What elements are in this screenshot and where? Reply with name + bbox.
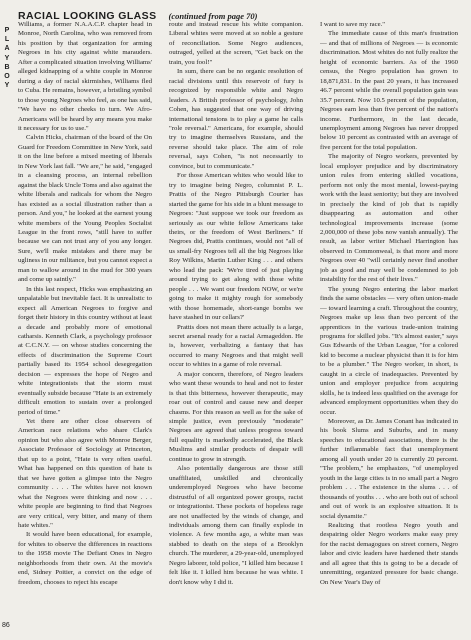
- article-column-1: [18, 20, 152, 632]
- paragraph: In this last respect, Hicks was emphasizing an unpalatable but inevitable fact. It is unrealistic to expect all American Negroes to forgive and forget their history in this country without at least a decade and probably more of emotional catharsis. Kenneth Clark, a psychology professor at C.C.N.Y. — on whose studies concerning the effects of discrimination the Supreme Court partially based its 1954 school desegregation decision — expresses the hope of Negro and white integrationists that the storm must eventually subside because "Hate is an extremely difficult emotion to sustain over a prolonged period of time.": [18, 285, 152, 416]
- paragraph: Calvin Hicks, chairman of the board of the On Guard for Freedom Committee in New York, said it on the line before a mixed meeting of liberals in New York last fall. "We are," he said, "engaged in a cleansing process, an internal rebellion against the black Uncle Toms and also against the white liberals and radicals for whom the Negro has existed as a social illustration rather than a person. And you," he looked at the earnest young white members of the Young Peoples Socialist League in the front rows, "still have to suffer because we can not trust any of you any longer. Sure, we'll make mistakes and there may be ugliness in our militance, but you cannot expect a man to wallow around in the mud for 300 years and come up saintly.": [18, 134, 152, 284]
- paragraph: For those American whites who would like to try to imagine being Negro, columnist P. L. Prattis of the Negro Pittsburgh Courier has started the game for his side in a blunt message to Negroes: "Just suppose we took our freedom as seriously as our white fellow Americans take theirs, or the freedom of West Berliners." If Negroes did, Prattis continues, would not "all of us small-fry Negroes tell all the big Negroes like Roy Wilkins, Martin Luther King . . . and others who lead the pack: 'We're tired of just playing around trying to get along with those white people . . . We want our freedom NOW, or we're going to make it mighty rough for somebody with those homemade, short-range bombs we have stashed in our cellars?': [169, 172, 303, 322]
- paragraph: Williams, a former N.A.A.C.P. chapter head in Monroe, North Carolina, who was removed from his position by that organization for arming Negroes in his city against white marauders. After a complicated situation involving Williams' alleged kidnapping of a white couple in Monroe during a day of racial skirmishes, Williams fled to Cuba. He remains, however, a bristling symbol to those young Negroes who feel, as one has said, "We have no other cheeks to turn. We Afro-Americans will be heard by any means you make it necessary for us to use.": [18, 21, 152, 132]
- paragraph: Yet there are other close observers of American race relations who share Clark's opinion but who also agree with Monroe Berger, Associate Professor of Sociology at Princeton, that up to a point, "Hate is very often useful. What has happened on this question of hate is that we have gotten a glimpse into the Negro community . . . . The whites have not known what the Negroes were thinking and now . . . white people are beginning to find that Negroes are very critical, very bitter, and many of them hate whites.": [18, 418, 152, 530]
- paragraph: It would have been educational, for example, for whites to observe the differences in reactions to the 1958 movie The Defiant Ones in Negro neighborhoods from their own. At the movie's end, Sidney Poitier, a convict on the edge of freedom, chooses to reject his escape: [18, 531, 152, 586]
- paragraph: The majority of Negro workers, prevented by local employer prejudice and by discriminatory union rules from entering skilled vocations, perform not only the most menial, lowest-paying work with the least seniority; but they are involved in precisely the kind of job that is rapidly disappearing as automation and other technological improvements increase (some 2,000,000 of these jobs now vanish annually). The result, as labor writer Michael Harrington has observed in Commonweal, is that more and more Negroes over 40 "will certainly never find another job as good and may well be condemned to job instability for the rest of their lives.": [320, 153, 458, 284]
- paragraph: route and instead rescue his white companion. Liberal whites were moved at so noble a gesture of reconciliation. Some Negro audiences, outraged, yelled at the screen, "Get back on the train, you fool!": [169, 21, 303, 66]
- paragraph: Realizing that rootless Negro youth and despairing older Negro workers make easy prey for the racist demagogues on street corners, Negro labor and civic leaders have hardened their stands and all agree that this is going to be a decade of unremitting, organized pressure for basic change. On New Year's Day of: [320, 522, 458, 586]
- paragraph: The young Negro entering the labor market finds the same obstacles — very often union-made — toward learning a craft. Throughout the country, Negroes make up less than two percent of the apprentices in the various trade-union training programs for skilled jobs. "It's almost easier," says Gus Edwards of the Urban League, "for a colored kid to become a nuclear physicist than it is for him to be a plumber." The Negro worker, in short, is caught in a circle of inadequacies. Prevented by union and employer prejudice from acquiring skills, he is indeed less qualified on the average for advanced employment opportunities when they do occur.: [320, 285, 458, 416]
- paragraph: The immediate cause of this man's frustration — and that of millions of Negroes — is economic discrimination. Most whites do not fully realize the height of economic barriers. As of the 1960 census, the Negro population has grown to 18,871,831. In the past 20 years, it has increased 46.7 percent while the overall population gain was 35.7 percent. Now 10.5 percent of the population, Negroes earn less than five percent of the nation's income. Furthermore, in the last decade, unemployment among Negroes has never dropped below 10 percent as contrasted with an average of five percent for the total population.: [320, 30, 458, 151]
- continued-note: (continued from page 70): [168, 11, 258, 21]
- paragraph: A major concern, therefore, of Negro leaders who want these wounds to heal and not to fester is that this bitterness, however therapeutic, may roar out of control and cause new and deeper chasms. For this reason as well as for the sake of simple justice, even previously "moderate" Negroes are agreed that unless progress toward full equality is markedly accelerated, the Black Muslims and similar products of despair will continue to grow in strength.: [169, 370, 303, 463]
- article-column-2: [169, 20, 303, 632]
- paragraph: Also potentially dangerous are those still unaffiliated, unskilled and chronically underemployed Negroes who have become distrustful of all organized power groups, racist or integrationist. These pockets of hopeless rage are not unaffected by the winds of change, and individuals among them can finally explode in violence. A few months ago, a white man was stabbed to death on the steps of a Brooklyn church. The murderer, a 29-year-old, unemployed Negro laborer, told police, "I killed him because I felt like it. I killed him because he was white. I don't know why I did it.: [169, 465, 303, 586]
- article-column-3: [320, 20, 458, 632]
- paragraph: In sum, there can be no organic resolution of racial divisions until this reservoir of fury is recognized by responsible white and Negro leaders. A British professor of psychology, John Cohen, has suggested that one way of driving international tensions is to play a game he calls "role reversal." Americans, for example, should try to imagine themselves Russians, and the reverse should take place. The aim of role reversal, says Cohen, "is not necessarily to convince, but to communicate.": [169, 68, 303, 170]
- paragraph: Prattis does not mean there actually is a large, secret arsenal ready for a racial Armageddon. He is, however, verbalizing a fantasy that has occurred to many Negroes and that might well occur to whites in a game of role reversal.: [169, 323, 303, 369]
- paragraph: I want to save my race.": [320, 21, 386, 28]
- page-header: [18, 6, 461, 20]
- magazine-name: P L A Y B O Y: [4, 27, 10, 90]
- paragraph: Moreover, as Dr. James Conant has indicated in his book Slums and Suburbs, and in many speeches to educational associations, there is the further inflammable fact that unemployment among all youth under 20 is currently 20 percent. "The problem," he emphasizes, "of unemployed youth in the large cities is in no small part a Negro problem . . . The existence in the slums . . . of thousands of youths . . . who are both out of school and out of work is an explosive situation. It is social dynamite.": [320, 418, 458, 520]
- running-title: RACIAL LOOKING GLASS: [18, 10, 157, 22]
- page-number: 86: [2, 622, 10, 629]
